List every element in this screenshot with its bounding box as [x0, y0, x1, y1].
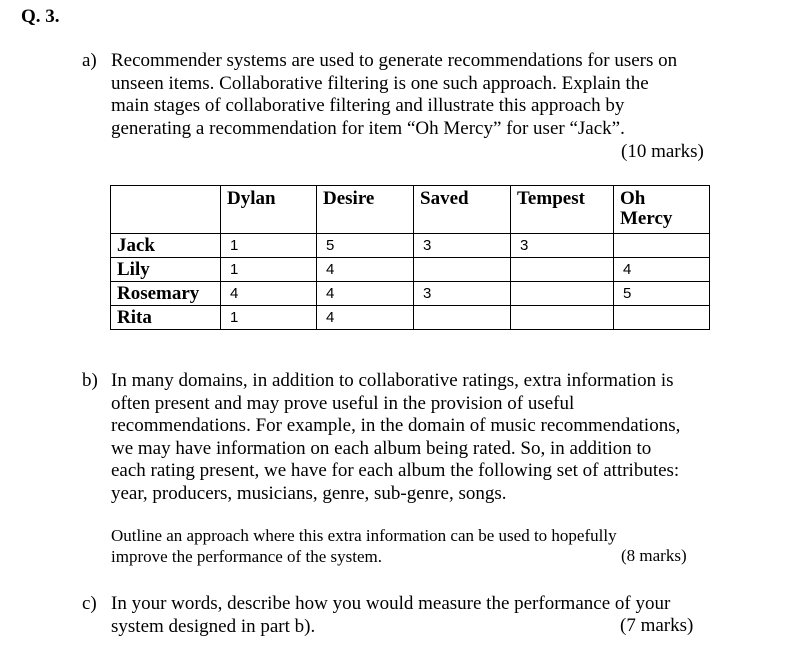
- rating-cell: [511, 258, 614, 282]
- part-b-marks: (8 marks): [621, 546, 687, 565]
- rating-cell: [614, 234, 710, 258]
- part-b-line: often present and may prove useful in the provision of useful: [111, 392, 575, 414]
- rating-cell: 4: [317, 306, 414, 330]
- part-a-label: a): [82, 50, 97, 71]
- part-c-line: In your words, describe how you would measure the performance of your: [111, 593, 671, 614]
- part-c-label: c): [82, 593, 97, 614]
- column-header: Dylan: [221, 186, 317, 234]
- rating-cell: 5: [317, 234, 414, 258]
- part-b-line: In many domains, in addition to collaborative ratings, extra information is: [111, 370, 674, 391]
- table-row: [111, 258, 710, 282]
- row-user-name: Lily: [111, 258, 221, 282]
- rating-cell: 3: [414, 234, 511, 258]
- table-corner-cell: [111, 186, 221, 234]
- table-row: [111, 282, 710, 306]
- rating-cell: 1: [221, 234, 317, 258]
- rating-cell: 1: [221, 258, 317, 282]
- rating-cell: [511, 306, 614, 330]
- part-b-text: [111, 370, 680, 506]
- column-header-line: Oh: [620, 188, 646, 209]
- part-b-outline-text: [111, 526, 617, 567]
- part-a-line: main stages of collaborative filtering and illustrate this approach by: [111, 95, 625, 117]
- part-a-marks: (10 marks): [621, 141, 704, 162]
- rating-cell: 5: [614, 282, 710, 306]
- table-row: [111, 306, 710, 330]
- part-b-outline-line: improve the performance of the system.: [111, 546, 382, 566]
- part-b-line: year, producers, musicians, genre, sub-genre, songs.: [111, 482, 507, 504]
- ratings-table: [110, 185, 710, 330]
- rating-cell: [614, 306, 710, 330]
- rating-cell: 4: [317, 258, 414, 282]
- column-header: Saved: [414, 186, 511, 234]
- table-row: [111, 234, 710, 258]
- part-c-line: system designed in part b).: [111, 615, 316, 637]
- table-header-row: [111, 186, 710, 234]
- part-b-line: recommendations. For example, in the domain of music recommendations,: [111, 415, 681, 437]
- row-user-name: Jack: [111, 234, 221, 258]
- rating-cell: 4: [221, 282, 317, 306]
- rating-cell: [511, 282, 614, 306]
- rating-cell: [414, 258, 511, 282]
- rating-cell: 3: [511, 234, 614, 258]
- part-b-outline-line: Outline an approach where this extra information can be used to hopefully: [111, 526, 617, 545]
- part-c-text: [111, 593, 670, 638]
- rating-cell: 4: [614, 258, 710, 282]
- rating-cell: 3: [414, 282, 511, 306]
- part-b-label: b): [82, 370, 98, 391]
- rating-cell: 4: [317, 282, 414, 306]
- part-b-line: each rating present, we have for each album the following set of attributes:: [111, 460, 680, 482]
- column-header: Desire: [317, 186, 414, 234]
- part-a-line: Recommender systems are used to generate recommendations for users on: [111, 50, 678, 71]
- part-b-line: we may have information on each album being rated. So, in addition to: [111, 437, 652, 459]
- part-a-text: [111, 50, 677, 140]
- part-a-line: unseen items. Collaborative filtering is one such approach. Explain the: [111, 72, 649, 94]
- rating-cell: [414, 306, 511, 330]
- part-c-marks: (7 marks): [620, 615, 694, 636]
- column-header: [614, 186, 710, 234]
- rating-cell: 1: [221, 306, 317, 330]
- question-number: Q. 3.: [21, 6, 60, 27]
- column-header: Tempest: [511, 186, 614, 234]
- row-user-name: Rita: [111, 306, 221, 330]
- part-a-line: generating a recommendation for item “Oh Mercy” for user “Jack”.: [111, 117, 625, 139]
- row-user-name: Rosemary: [111, 282, 221, 306]
- column-header-line: Mercy: [620, 208, 673, 229]
